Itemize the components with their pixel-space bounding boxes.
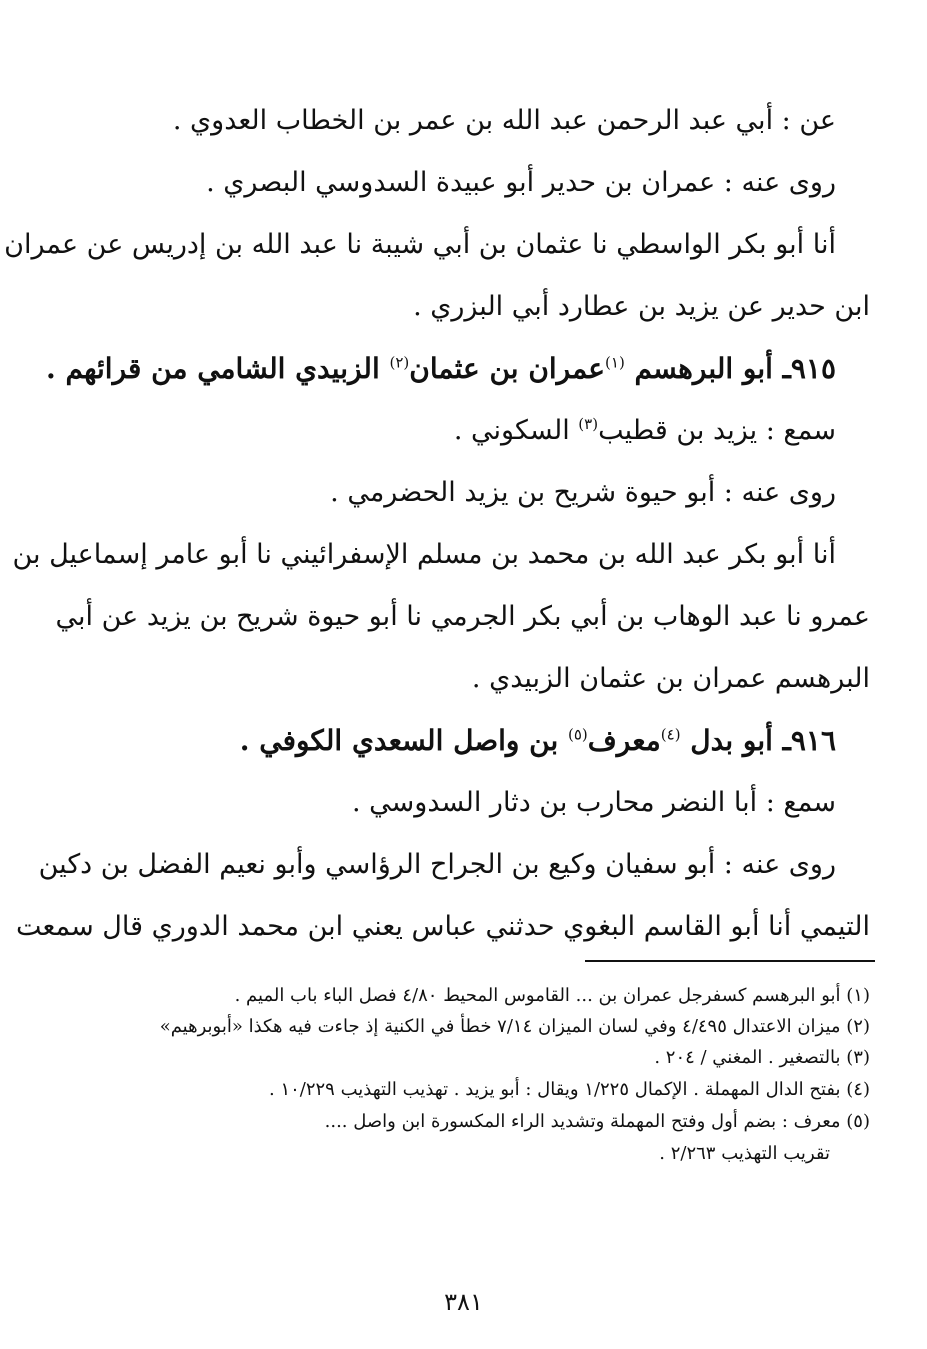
text-line <box>135 400 870 462</box>
footnote-ref: (٥) <box>568 725 588 744</box>
text-line: سمع : أبا النضر محارب بن دثار السدوسي . <box>352 787 836 818</box>
footnote-4: (٤) بفتح الدال المهملة . الإكمال ١/٢٢٥ ويقال : أبو يزيد . تهذيب التهذيب ١٠/٢٢٩ . <box>268 1079 870 1100</box>
entry-heading-916 <box>135 710 870 772</box>
footnote-divider <box>585 960 875 962</box>
footnote-2: (٢) ميزان الاعتدال ٤/٤٩٥ وفي لسان الميزان ٧/١٤ خطأ في الكنية إذ جاءت فيه هكذا «أبوبرهيم» <box>159 1016 870 1037</box>
footnote-ref: (١) <box>605 353 625 372</box>
heading-part: عمران بن عثمان <box>409 352 606 385</box>
footnote-ref: (٣) <box>578 415 599 433</box>
heading-part: ٩١٦ـ أبو بدل <box>690 724 836 757</box>
text-line: أنا أبو بكر الواسطي نا عثمان بن أبي شيبة نا عبد الله بن إدريس عن عمران <box>4 229 836 260</box>
text-line: روى عنه : أبو حيوة شريح بن يزيد الحضرمي . <box>330 477 836 508</box>
text-line: عمرو نا عبد الوهاب بن أبي بكر الجرمي نا أبو حيوة شريح بن يزيد عن أبي <box>55 601 870 632</box>
footnote-ref: (٢) <box>389 353 410 372</box>
footnote-1: (١) أبو البرهسم كسفرجل عمران بن ... القاموس المحيط ٤/٨٠ فصل الباء باب الميم . <box>234 985 870 1006</box>
entry-heading-915 <box>45 338 870 400</box>
text-line: التيمي أنا أبو القاسم البغوي حدثني عباس يعني ابن محمد الدوري قال سمعت <box>15 911 870 942</box>
heading-part: الزبيدي الشامي من قرائهم . <box>45 352 390 385</box>
heading-part: معرف <box>587 724 661 757</box>
text-line: روى عنه : أبو سفيان وكيع بن الجراح الرؤاسي وأبو نعيم الفضل بن دكين <box>38 849 836 880</box>
text-part: السكوني . <box>453 415 579 446</box>
text-line: أنا أبو بكر عبد الله بن محمد بن مسلم الإسفرائيني نا أبو عامر إسماعيل بن <box>12 539 836 570</box>
footnote-5: (٥) معرف : بضم أول وفتح المهملة وتشديد الراء المكسورة ابن واصل .... <box>324 1111 870 1132</box>
footnote-3: (٣) بالتصغير . المغني / ٢٠٤ . <box>654 1047 870 1068</box>
page-number: ٣٨١ <box>444 1288 483 1316</box>
text-line: روى عنه : عمران بن حدير أبو عبيدة السدوسي البصري . <box>206 167 836 198</box>
text-line: عن : أبي عبد الرحمن عبد الله بن عمر بن الخطاب العدوي . <box>172 105 836 136</box>
heading-part: ٩١٥ـ أبو البرهسم <box>634 352 836 385</box>
text-part: سمع : يزيد بن قطيب <box>598 415 836 446</box>
heading-part: بن واصل السعدي الكوفي . <box>239 724 568 757</box>
footnote-5-continuation: تقريب التهذيب ٢/٢٦٣ . <box>659 1143 830 1164</box>
footnotes <box>135 980 870 1170</box>
text-line: ابن حدير عن يزيد بن عطارد أبي البزري . <box>413 291 870 322</box>
main-text <box>4 90 870 958</box>
text-line: البرهسم عمران بن عثمان الزبيدي . <box>471 663 870 694</box>
footnote-ref: (٤) <box>660 725 681 744</box>
